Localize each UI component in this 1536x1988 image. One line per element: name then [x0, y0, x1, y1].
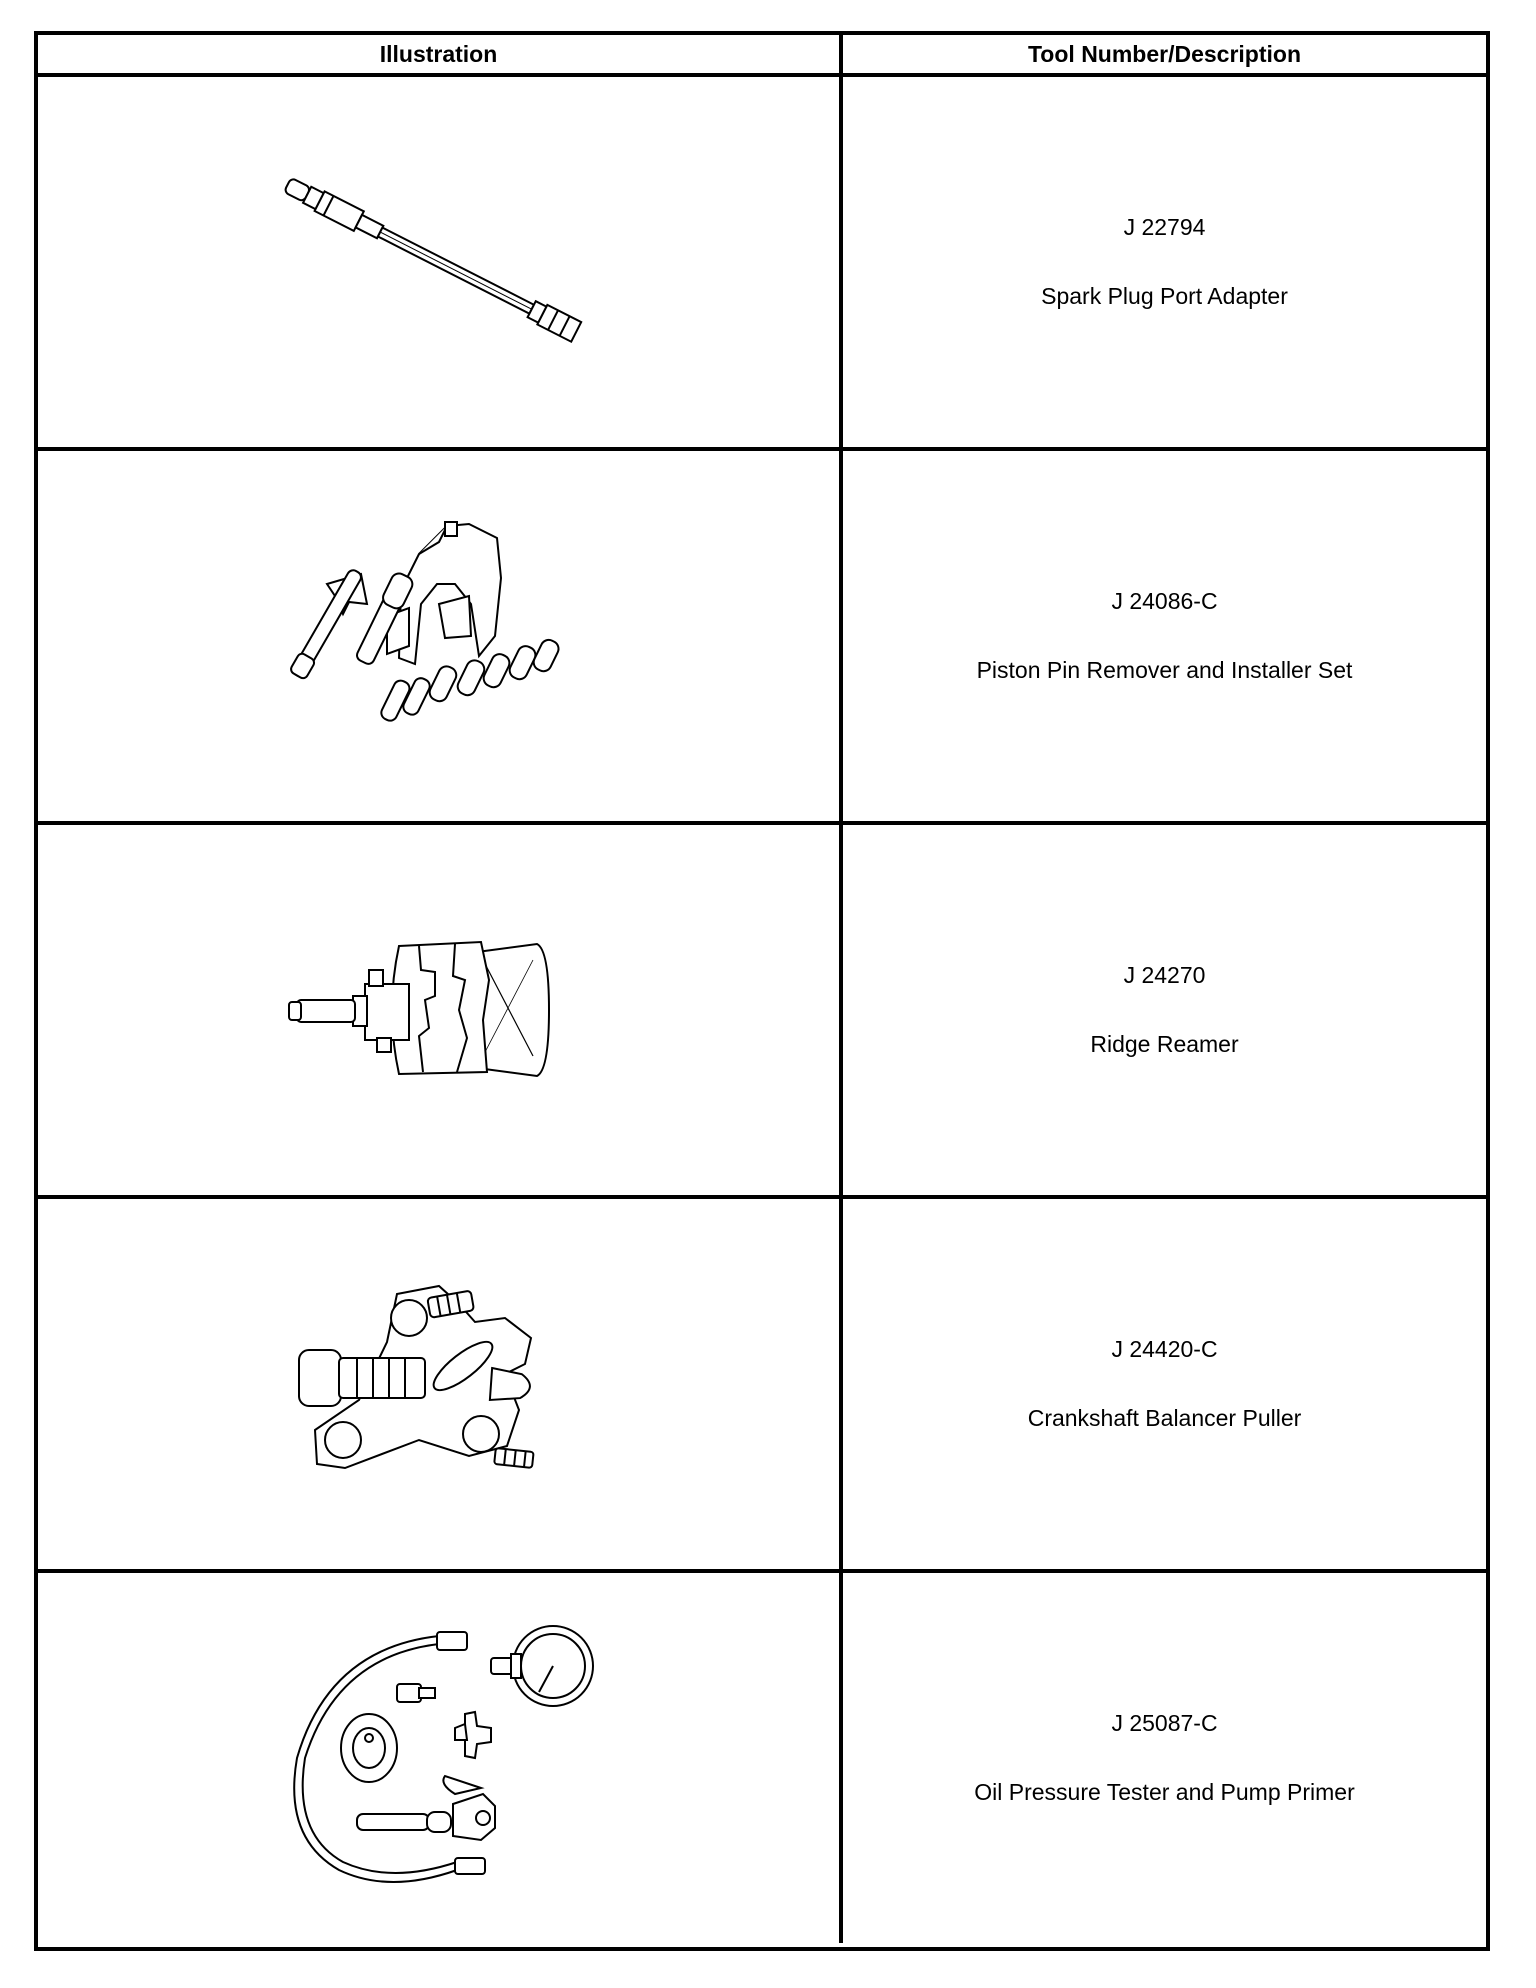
illustration-cell — [38, 451, 839, 821]
header-tool-number-description: Tool Number/Description — [1027, 40, 1302, 67]
tool-number: J 22794 — [1123, 214, 1206, 240]
illustration-cell — [38, 1199, 839, 1569]
illustration-cell — [38, 1573, 839, 1943]
piston-pin-remover-installer-set-illustration — [269, 486, 609, 786]
oil-pressure-tester-pump-primer-illustration — [269, 1608, 609, 1908]
tool-description-cell — [843, 825, 1486, 1195]
tool-description: Piston Pin Remover and Installer Set — [976, 657, 1353, 683]
tool-description: Spark Plug Port Adapter — [1041, 283, 1288, 309]
tool-description: Crankshaft Balancer Puller — [1027, 1405, 1302, 1431]
illustration-cell — [38, 77, 839, 447]
header-illustration: Illustration — [379, 40, 498, 67]
tool-table — [34, 31, 1490, 1951]
tool-description-cell — [843, 451, 1486, 821]
tool-number: J 24420-C — [1111, 1336, 1218, 1362]
tool-description-cell — [843, 77, 1486, 447]
crankshaft-balancer-puller-illustration — [269, 1234, 609, 1534]
tool-description: Ridge Reamer — [1090, 1031, 1239, 1057]
illustration-cell — [38, 825, 839, 1195]
tool-number: J 25087-C — [1111, 1710, 1218, 1736]
tool-description-cell — [843, 1199, 1486, 1569]
tool-description: Oil Pressure Tester and Pump Primer — [974, 1779, 1355, 1805]
tool-number: J 24270 — [1123, 962, 1206, 988]
ridge-reamer-illustration — [269, 860, 609, 1160]
tool-number: J 24086-C — [1111, 588, 1218, 614]
tool-description-cell — [843, 1573, 1486, 1943]
spark-plug-port-adapter-illustration — [269, 112, 609, 412]
